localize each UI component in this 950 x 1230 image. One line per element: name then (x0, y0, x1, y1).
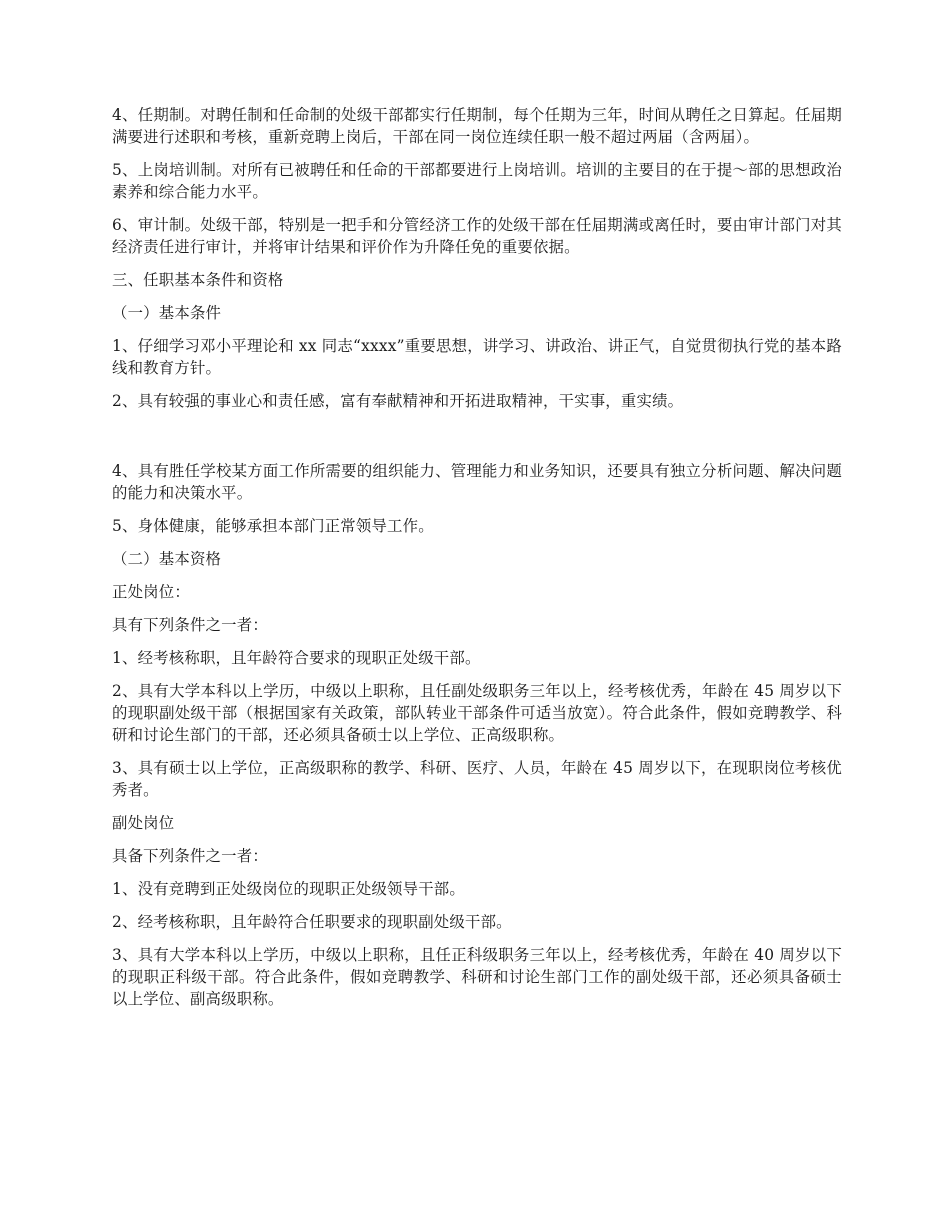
paragraph-training-system: 5、上岗培训制。对所有已被聘任和任命的干部都要进行上岗培训。培训的主要目的在于提～部的思想政治素养和综合能力水平。 (112, 161, 842, 201)
blank-gap (112, 423, 842, 460)
document-page (112, 104, 842, 1021)
label-director-position: 正处岗位： (112, 583, 190, 601)
label-deputy-requirements: 具备下列条件之一者： (112, 847, 268, 865)
subheading-basic-qualifications: （二）基本资格 (112, 550, 222, 568)
director-item-1: 1、经考核称职，且年龄符合要求的现职正处级干部。 (112, 649, 481, 667)
deputy-item-3: 3、具有大学本科以上学历，中级以上职称，且任正科级职务三年以上，经考核优秀，年龄在 40 周岁以下的现职正科级干部。符合此条件，假如竞聘教学、科研和讨论生部门工作的副处级干部，还必须具备硕士以上学位、副高级职称。 (112, 946, 842, 1008)
paragraph-term-system: 4、任期制。对聘任制和任命制的处级干部都实行任期制，每个任期为三年，时间从聘任之日算起。任届期满要进行述职和考核，重新竞聘上岗后，干部在同一岗位连续任职一般不超过两届（含两届）。 (112, 106, 842, 146)
director-item-3: 3、具有硕士以上学位，正高级职称的教学、科研、医疗、人员，年龄在 45 周岁以下，在现职岗位考核优秀者。 (112, 759, 842, 799)
paragraph-audit-system: 6、审计制。处级干部，特别是一把手和分管经济工作的处级干部在任届期满或离任时，要由审计部门对其经济责任进行审计，并将审计结果和评价作为升降任免的重要依据。 (112, 216, 842, 256)
condition-item-4: 4、具有胜任学校某方面工作所需要的组织能力、管理能力和业务知识，还要具有独立分析问题、解决问题的能力和决策水平。 (112, 462, 842, 502)
condition-item-5: 5、身体健康，能够承担本部门正常领导工作。 (112, 517, 434, 535)
condition-item-2: 2、具有较强的事业心和责任感，富有奉献精神和开拓进取精神，干实事，重实绩。 (112, 392, 684, 410)
subheading-basic-conditions: （一）基本条件 (112, 304, 222, 322)
deputy-item-1: 1、没有竞聘到正处级岗位的现职正处级领导干部。 (112, 880, 465, 898)
section-heading-qualifications: 三、任职基本条件和资格 (112, 271, 284, 289)
label-deputy-position: 副处岗位 (112, 814, 175, 832)
deputy-item-2: 2、经考核称职，且年龄符合任职要求的现职副处级干部。 (112, 913, 512, 931)
condition-item-1: 1、仔细学习邓小平理论和 xx 同志“xxxx”重要思想，讲学习、讲政治、讲正气，自觉贯彻执行党的基本路线和教育方针。 (112, 337, 842, 377)
label-director-requirements: 具有下列条件之一者： (112, 616, 268, 634)
director-item-2: 2、具有大学本科以上学历，中级以上职称，且任副处级职务三年以上，经考核优秀，年龄在 45 周岁以下的现职副处级干部（根据国家有关政策，部队转业干部条件可适当放宽）。符合此条件，假如竞聘教学、科研和讨论生部门的干部，还必须具备硕士以上学位、正高级职称。 (112, 682, 842, 744)
